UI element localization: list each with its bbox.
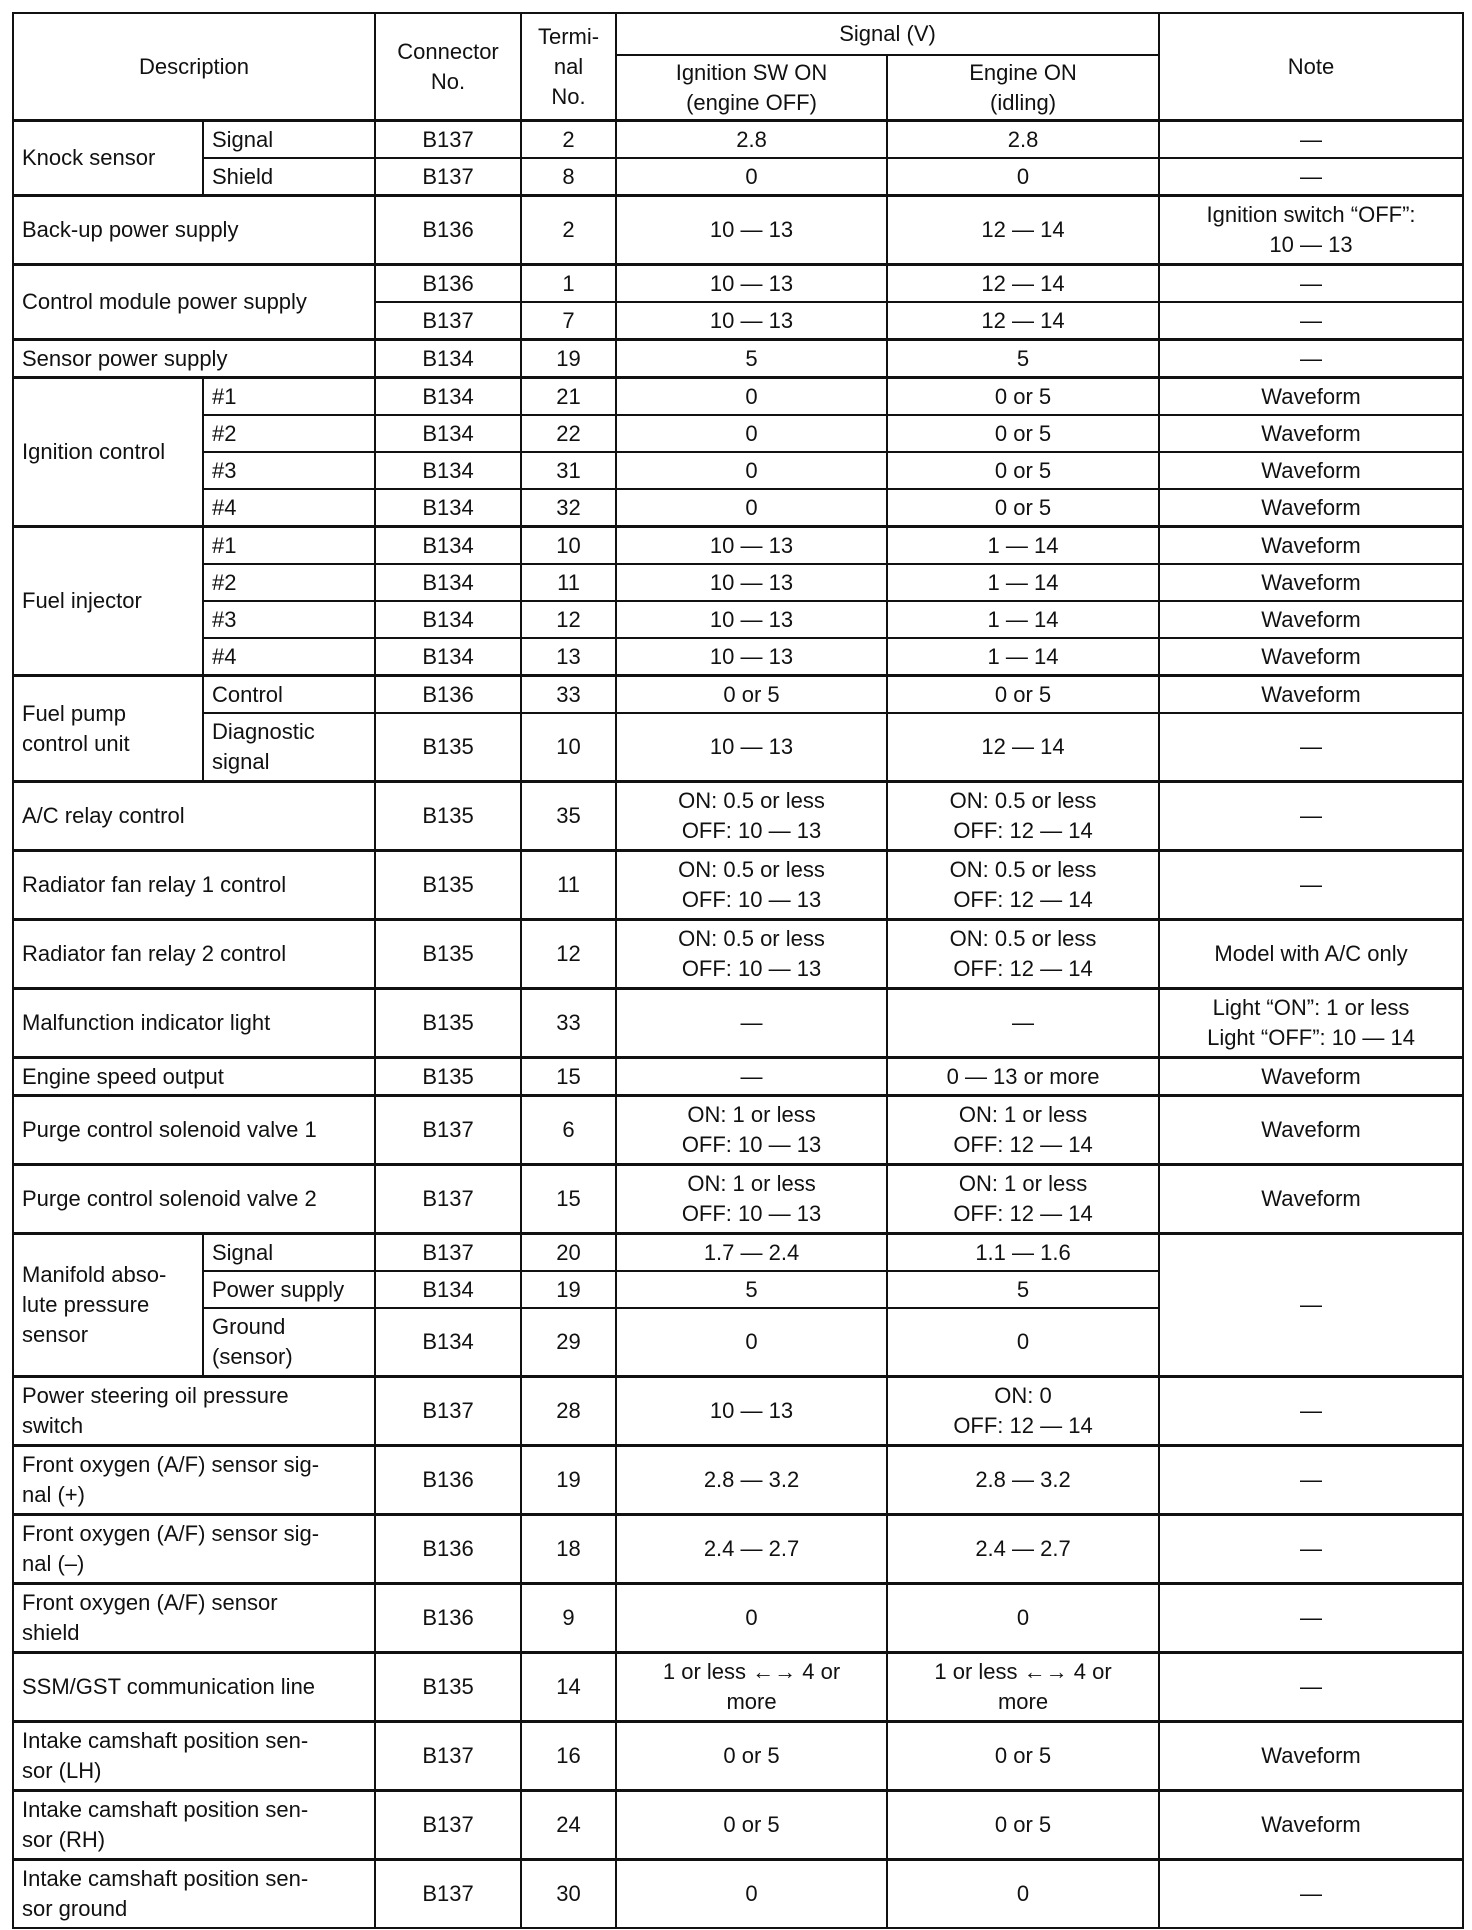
table-row [13,1165,1463,1234]
table-row [13,1584,1463,1653]
table-row [13,1653,1463,1722]
header-ignition-sw-on: Ignition SW ON (engine OFF) [616,55,887,121]
table-cell: Waveform [1159,564,1463,601]
table-cell: ON: 0.5 or less OFF: 12 — 14 [887,920,1159,989]
table-cell: 19 [521,340,616,378]
table-cell: 1 — 14 [887,527,1159,565]
table-cell: 2.4 — 2.7 [887,1515,1159,1584]
table-cell: 1 — 14 [887,564,1159,601]
table-cell: 5 [616,340,887,378]
table-cell: B137 [375,1096,521,1165]
table-cell: 0 [616,158,887,196]
table-cell: B136 [375,1584,521,1653]
table-cell: Signal [203,121,375,159]
table-row [13,265,1463,303]
table-cell: 24 [521,1791,616,1860]
table-cell: 10 — 13 [616,601,887,638]
table-cell: ON: 0 OFF: 12 — 14 [887,1377,1159,1446]
table-cell: 10 — 13 [616,302,887,340]
table-cell: 30 [521,1860,616,1929]
table-cell: — [1159,1446,1463,1515]
table-row [13,1446,1463,1515]
table-cell: Radiator fan relay 1 control [13,851,375,920]
table-cell: Intake camshaft position sen- sor ground [13,1860,375,1929]
table-cell: — [616,989,887,1058]
table-cell: 1 or less ←→ 4 or more [616,1653,887,1722]
table-cell: 31 [521,452,616,489]
table-cell: Power supply [203,1271,375,1308]
table-row [13,601,1463,638]
table-cell: Shield [203,158,375,196]
table-cell: B135 [375,989,521,1058]
header-terminal: Termi- nal No. [521,13,616,121]
table-cell: — [1159,121,1463,159]
table-row [13,340,1463,378]
table-cell: — [616,1058,887,1096]
table-cell: B134 [375,415,521,452]
table-row [13,1058,1463,1096]
table-cell: ON: 1 or less OFF: 12 — 14 [887,1165,1159,1234]
table-cell: Front oxygen (A/F) sensor sig- nal (–) [13,1515,375,1584]
table-row [13,564,1463,601]
table-cell: 6 [521,1096,616,1165]
table-cell: 10 — 13 [616,713,887,782]
table-cell: ON: 0.5 or less OFF: 12 — 14 [887,851,1159,920]
table-cell: 10 [521,527,616,565]
table-cell: B134 [375,1308,521,1377]
table-cell: 32 [521,489,616,527]
table-cell: Malfunction indicator light [13,989,375,1058]
table-cell: 0 or 5 [887,415,1159,452]
table-cell: 2 [521,121,616,159]
table-cell: — [1159,713,1463,782]
table-cell: — [1159,1377,1463,1446]
table-row [13,121,1463,159]
table-cell: B135 [375,713,521,782]
table-cell: B134 [375,1271,521,1308]
table-cell: #2 [203,564,375,601]
table-cell: 28 [521,1377,616,1446]
table-cell: B136 [375,265,521,303]
table-cell: 0 [887,1860,1159,1929]
table-cell: #4 [203,489,375,527]
table-cell: B135 [375,1653,521,1722]
table-cell: #1 [203,378,375,416]
header-signal: Signal (V) [616,13,1159,55]
table-cell: Waveform [1159,1722,1463,1791]
table-cell: B137 [375,121,521,159]
table-cell: B134 [375,378,521,416]
table-cell: 12 — 14 [887,302,1159,340]
table-cell: Ignition control [13,378,203,527]
table-cell: 0 [616,415,887,452]
table-cell: Ignition switch “OFF”: 10 — 13 [1159,196,1463,265]
table-cell: #1 [203,527,375,565]
table-row [13,1234,1463,1272]
table-cell: 13 [521,638,616,676]
table-cell: SSM/GST communication line [13,1653,375,1722]
table-cell: 10 [521,713,616,782]
table-cell: — [887,989,1159,1058]
table-cell: 22 [521,415,616,452]
table-cell: 10 — 13 [616,527,887,565]
table-cell: 0 [616,452,887,489]
table-cell: 0 or 5 [616,676,887,714]
table-cell: 1.1 — 1.6 [887,1234,1159,1272]
table-cell: 0 [616,489,887,527]
table-row [13,851,1463,920]
table-cell: 19 [521,1446,616,1515]
table-cell: Waveform [1159,1058,1463,1096]
table-cell: Sensor power supply [13,340,375,378]
table-cell: ON: 1 or less OFF: 12 — 14 [887,1096,1159,1165]
table-cell: 5 [887,340,1159,378]
table-cell: 12 [521,601,616,638]
table-cell: 0 or 5 [616,1722,887,1791]
header-connector: Connector No. [375,13,521,121]
table-cell: 21 [521,378,616,416]
table-cell: 10 — 13 [616,638,887,676]
table-cell: 1 [521,265,616,303]
table-cell: 0 or 5 [887,1791,1159,1860]
table-cell: Front oxygen (A/F) sensor shield [13,1584,375,1653]
table-cell: 1 or less ←→ 4 or more [887,1653,1159,1722]
table-cell: Control module power supply [13,265,375,340]
table-cell: Waveform [1159,378,1463,416]
table-cell: 0 or 5 [887,378,1159,416]
table-cell: Waveform [1159,601,1463,638]
table-cell: B135 [375,920,521,989]
table-cell: 33 [521,676,616,714]
table-cell: 2.4 — 2.7 [616,1515,887,1584]
header-description: Description [13,13,375,121]
table-cell: Back-up power supply [13,196,375,265]
table-cell: Model with A/C only [1159,920,1463,989]
table-cell: — [1159,1860,1463,1929]
table-cell: 7 [521,302,616,340]
table-row [13,713,1463,782]
table-cell: 8 [521,158,616,196]
table-cell: 0 [616,1584,887,1653]
table-cell: ON: 1 or less OFF: 10 — 13 [616,1096,887,1165]
header-note: Note [1159,13,1463,121]
table-row [13,1377,1463,1446]
table-cell: B134 [375,452,521,489]
table-cell: B134 [375,601,521,638]
table-cell: ON: 0.5 or less OFF: 12 — 14 [887,782,1159,851]
table-cell: 12 — 14 [887,713,1159,782]
header-engine-on: Engine ON (idling) [887,55,1159,121]
table-cell: B137 [375,1165,521,1234]
table-cell: — [1159,1653,1463,1722]
table-row [13,1515,1463,1584]
table-cell: 0 or 5 [887,489,1159,527]
table-cell: 0 [616,378,887,416]
table-cell: 5 [887,1271,1159,1308]
table-cell: Control [203,676,375,714]
table-cell: ON: 0.5 or less OFF: 10 — 13 [616,851,887,920]
table-cell: 11 [521,851,616,920]
table-cell: Waveform [1159,1165,1463,1234]
table-cell: #3 [203,452,375,489]
table-cell: 0 — 13 or more [887,1058,1159,1096]
table-cell: 14 [521,1653,616,1722]
table-cell: 2.8 — 3.2 [616,1446,887,1515]
table-cell: B134 [375,564,521,601]
table-cell: 12 [521,920,616,989]
table-cell: 12 — 14 [887,265,1159,303]
table-cell: ON: 0.5 or less OFF: 10 — 13 [616,920,887,989]
table-cell: Engine speed output [13,1058,375,1096]
table-cell: B137 [375,158,521,196]
table-cell: 5 [616,1271,887,1308]
table-cell: Waveform [1159,1096,1463,1165]
table-cell: 20 [521,1234,616,1272]
table-cell: 15 [521,1165,616,1234]
table-cell: 0 [887,158,1159,196]
table-cell: B135 [375,851,521,920]
table-cell: 16 [521,1722,616,1791]
table-cell: 2.8 [887,121,1159,159]
table-cell: #4 [203,638,375,676]
table-cell: — [1159,1584,1463,1653]
table-cell: 29 [521,1308,616,1377]
table-cell: 0 [887,1308,1159,1377]
table-cell: Radiator fan relay 2 control [13,920,375,989]
table-cell: B135 [375,1058,521,1096]
table-cell: #2 [203,415,375,452]
table-cell: Waveform [1159,638,1463,676]
table-cell: B136 [375,196,521,265]
table-cell: Front oxygen (A/F) sensor sig- nal (+) [13,1446,375,1515]
table-cell: Manifold abso- lute pressure sensor [13,1234,203,1377]
table-cell: Waveform [1159,527,1463,565]
table-body [13,121,1463,1929]
table-cell: Purge control solenoid valve 2 [13,1165,375,1234]
table-cell: 1 — 14 [887,638,1159,676]
table-cell: B137 [375,1860,521,1929]
table-row [13,782,1463,851]
table-cell: B134 [375,638,521,676]
table-cell: 35 [521,782,616,851]
table-cell: — [1159,158,1463,196]
table-row [13,1791,1463,1860]
table-row [13,638,1463,676]
table-cell: Knock sensor [13,121,203,196]
table-cell: ON: 0.5 or less OFF: 10 — 13 [616,782,887,851]
table-cell: — [1159,1515,1463,1584]
table-cell: 2.8 [616,121,887,159]
table-cell: 33 [521,989,616,1058]
table-cell: B134 [375,340,521,378]
table-cell: — [1159,302,1463,340]
table-cell: 0 or 5 [616,1791,887,1860]
table-cell: 10 — 13 [616,1377,887,1446]
table-cell: 19 [521,1271,616,1308]
table-cell: 9 [521,1584,616,1653]
table-row [13,920,1463,989]
table-cell: 10 — 13 [616,196,887,265]
table-cell: Waveform [1159,452,1463,489]
table-cell: B134 [375,527,521,565]
table-cell: 10 — 13 [616,564,887,601]
table-row [13,158,1463,196]
table-cell: Waveform [1159,415,1463,452]
table-cell: Signal [203,1234,375,1272]
table-row [13,527,1463,565]
table-cell: Waveform [1159,489,1463,527]
terminal-voltage-table [12,12,1464,1929]
table-cell: B137 [375,1791,521,1860]
table-cell: Ground (sensor) [203,1308,375,1377]
table-row [13,1096,1463,1165]
table-cell: — [1159,782,1463,851]
table-row [13,1722,1463,1791]
table-cell: 1 — 14 [887,601,1159,638]
table-cell: 12 — 14 [887,196,1159,265]
table-row [13,989,1463,1058]
table-cell: — [1159,851,1463,920]
table-cell: 11 [521,564,616,601]
table-cell: Purge control solenoid valve 1 [13,1096,375,1165]
table-cell: 15 [521,1058,616,1096]
table-cell: — [1159,340,1463,378]
table-cell: Waveform [1159,1791,1463,1860]
table-cell: 0 [616,1308,887,1377]
table-row [13,196,1463,265]
table-cell: Intake camshaft position sen- sor (RH) [13,1791,375,1860]
table-cell: B137 [375,1722,521,1791]
table-cell: B136 [375,1446,521,1515]
table-cell: 0 or 5 [887,1722,1159,1791]
table-cell: Intake camshaft position sen- sor (LH) [13,1722,375,1791]
table-row [13,489,1463,527]
table-cell: 2.8 — 3.2 [887,1446,1159,1515]
table-cell: 1.7 — 2.4 [616,1234,887,1272]
table-cell: Waveform [1159,676,1463,714]
table-cell: B136 [375,676,521,714]
table-cell: 0 [887,1584,1159,1653]
table-cell: 0 or 5 [887,676,1159,714]
table-cell: B136 [375,1515,521,1584]
table-cell: B137 [375,1377,521,1446]
table-cell: — [1159,265,1463,303]
table-cell: B137 [375,1234,521,1272]
table-cell: — [1159,1234,1463,1377]
table-cell: Power steering oil pressure switch [13,1377,375,1446]
table-cell: ON: 1 or less OFF: 10 — 13 [616,1165,887,1234]
table-cell: Fuel pump control unit [13,676,203,782]
table-row [13,452,1463,489]
table-cell: B137 [375,302,521,340]
table-cell: 0 [616,1860,887,1929]
table-cell: Fuel injector [13,527,203,676]
table-row [13,676,1463,714]
table-row [13,1860,1463,1929]
table-cell: 10 — 13 [616,265,887,303]
table-cell: #3 [203,601,375,638]
table-cell: 0 or 5 [887,452,1159,489]
table-cell: A/C relay control [13,782,375,851]
table-row [13,415,1463,452]
table-row [13,378,1463,416]
table-cell: B134 [375,489,521,527]
table-cell: Light “ON”: 1 or less Light “OFF”: 10 — 14 [1159,989,1463,1058]
table-cell: B135 [375,782,521,851]
table-cell: 18 [521,1515,616,1584]
table-cell: Diagnostic signal [203,713,375,782]
table-cell: 2 [521,196,616,265]
